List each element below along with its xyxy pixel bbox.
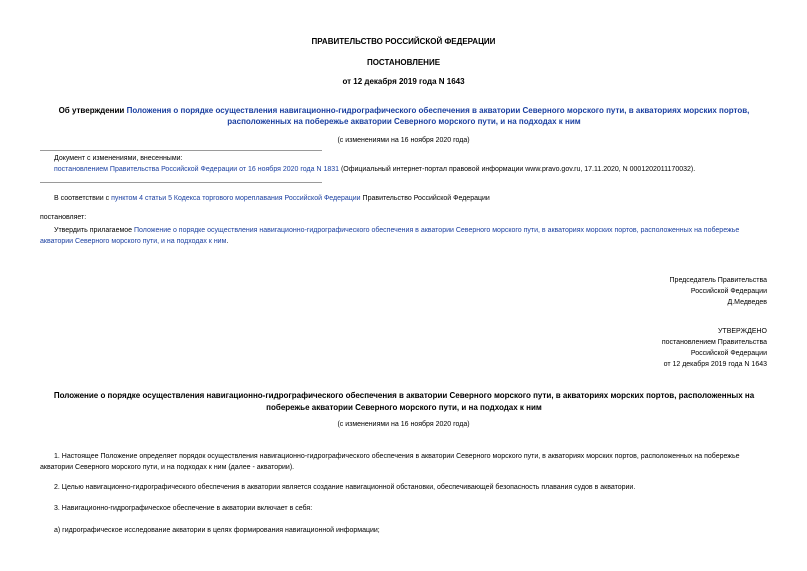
regulation-paragraph-3a: а) гидрографическое исследование акватории в целях формирования навигационной информации; bbox=[54, 527, 380, 534]
basis-code-link[interactable]: пунктом 4 статьи 5 Кодекса торгового мореплавания Российской Федерации bbox=[111, 195, 361, 202]
approved-date-number: от 12 декабря 2019 года N 1643 bbox=[663, 361, 767, 368]
regulation-paragraph-3: 3. Навигационно-гидрографическое обеспечение в акватории включает в себя: bbox=[54, 505, 313, 512]
date-number-heading: от 12 декабря 2019 года N 1643 bbox=[342, 77, 465, 86]
changes-line bbox=[54, 166, 695, 173]
regulation-paragraph-1: 1. Настоящее Положение определяет порядок осуществления навигационно-гидрографического обеспечения в акватории Северного морского пути, в акваториях морских портов, расположенных на побережье акватории Северного морского пути, и на подходах к ним (далее - акватории). bbox=[40, 453, 740, 471]
signature-name: Д.Медведев bbox=[727, 299, 767, 306]
title-regulation-link[interactable]: Положения о порядке осуществления навигационно-гидрографического обеспечения в акватории Северного морского пути, в акваториях морских портов, расположенных на побережье акватории Северного морского пути, и на подходах к ним bbox=[126, 106, 750, 126]
approve-suffix: . bbox=[226, 238, 229, 245]
org-heading: ПРАВИТЕЛЬСТВО РОССИЙСКОЙ ФЕДЕРАЦИИ bbox=[311, 37, 496, 46]
doc-type-heading: ПОСТАНОВЛЕНИЕ bbox=[366, 58, 441, 67]
basis-suffix: Правительство Российской Федерации bbox=[360, 195, 490, 202]
approved-country: Российской Федерации bbox=[690, 350, 767, 357]
changes-heading: Документ с изменениями, внесенными: bbox=[54, 155, 183, 162]
approve-prefix: Утвердить прилагаемое bbox=[54, 227, 135, 234]
document-title bbox=[40, 105, 768, 127]
divider-bottom bbox=[40, 182, 322, 183]
basis-prefix: В соответствии с bbox=[54, 195, 112, 202]
regulation-paragraph-2: 2. Целью навигационно-гидрографического обеспечения в акватории является создание навигационной обстановки, обеспечивающей безопасность плавания судов в акватории. bbox=[54, 484, 636, 491]
changes-tail: (Официальный интернет-портал правовой информации www.pravo.gov.ru, 17.11.2020, N 0001202011170032). bbox=[339, 166, 696, 173]
signature-country: Российской Федерации bbox=[690, 288, 767, 295]
approve-paragraph bbox=[40, 225, 768, 247]
title-prefix: Об утверждении bbox=[58, 106, 127, 115]
regulation-amendment-note: (с изменениями на 16 ноября 2020 года) bbox=[337, 421, 470, 428]
regulation-title: Положение о порядке осуществления навигационно-гидрографического обеспечения в акватории Северного морского пути, в акваториях морских портов, расположенных на побережье акватории Северного морского пути, и на подходах к ним bbox=[53, 391, 755, 412]
amendment-note: (с изменениями на 16 ноября 2020 года) bbox=[337, 137, 470, 144]
approved-label: УТВЕРЖДЕНО bbox=[717, 328, 767, 335]
approved-by: постановлением Правительства bbox=[661, 339, 767, 346]
divider-top bbox=[40, 150, 322, 151]
resolves-text: постановляет: bbox=[40, 214, 87, 221]
signature-position: Председатель Правительства bbox=[669, 277, 767, 284]
basis-line bbox=[54, 195, 490, 202]
changes-resolution-link[interactable]: постановлением Правительства Российской Федерации от 16 ноября 2020 года N 1831 bbox=[54, 166, 340, 173]
approve-regulation-link[interactable]: Положение о порядке осуществления навигационно-гидрографического обеспечения в акватории Северного морского пути, в акваториях морских портов, расположенных на побережье акватории Северного морского пути, и на подходах к ним bbox=[40, 227, 740, 245]
